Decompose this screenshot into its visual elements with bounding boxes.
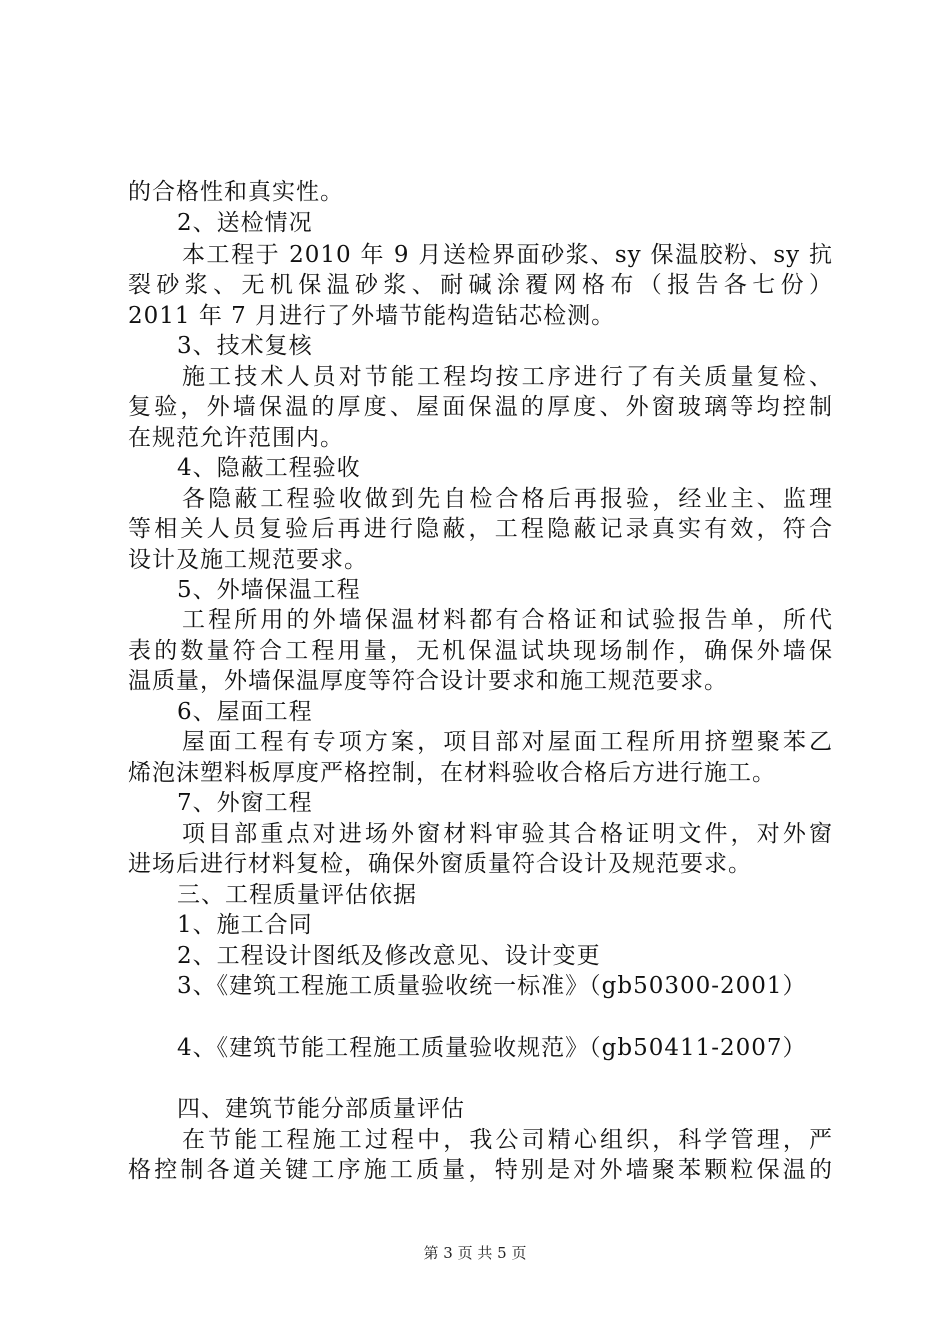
- body-line: 复验，外墙保温的厚度、屋面保温的厚度、外窗玻璃等均控制: [128, 394, 833, 420]
- chapter-heading: 三、工程质量评估依据: [177, 882, 417, 908]
- body-line: 各隐蔽工程验收做到先自检合格后再报验，经业主、监理: [182, 486, 833, 512]
- section-heading: 5、外墙保温工程: [177, 577, 361, 603]
- body-line: 进场后进行材料复检，确保外窗质量符合设计及规范要求。: [128, 851, 752, 877]
- list-item: 1、施工合同: [177, 912, 313, 938]
- body-line: 屋面工程有专项方案，项目部对屋面工程所用挤塑聚苯乙: [182, 729, 833, 755]
- body-line: 在规范允许范围内。: [128, 425, 344, 451]
- body-line: 设计及施工规范要求。: [128, 547, 368, 573]
- section-heading: 2、送检情况: [177, 210, 313, 236]
- list-item: 3、《建筑工程施工质量验收统一标准》（gb50300-2001）: [177, 973, 807, 999]
- section-heading: 7、外窗工程: [177, 790, 313, 816]
- list-item: 4、《建筑节能工程施工质量验收规范》（gb50411-2007）: [177, 1035, 807, 1061]
- list-item: 2、工程设计图纸及修改意见、设计变更: [177, 943, 601, 969]
- body-line: 烯泡沫塑料板厚度严格控制，在材料验收合格后方进行施工。: [128, 760, 776, 786]
- body-line: 表的数量符合工程用量，无机保温试块现场制作，确保外墙保: [128, 638, 833, 664]
- section-heading: 3、技术复核: [177, 333, 313, 359]
- body-line: 的合格性和真实性。: [128, 179, 344, 205]
- body-line: 工程所用的外墙保温材料都有合格证和试验报告单，所代: [182, 607, 833, 633]
- body-line: 施工技术人员对节能工程均按工序进行了有关质量复检、: [182, 364, 833, 390]
- body-line: 在节能工程施工过程中，我公司精心组织，科学管理，严: [182, 1127, 833, 1153]
- body-line: 项目部重点对进场外窗材料审验其合格证明文件，对外窗: [182, 821, 833, 847]
- body-line: 2011 年 7 月进行了外墙节能构造钻芯检测。: [128, 303, 616, 329]
- page-number: 第 3 页 共 5 页: [423, 1244, 527, 1262]
- body-line: 温质量，外墙保温厚度等符合设计要求和施工规范要求。: [128, 668, 728, 694]
- section-heading: 4、隐蔽工程验收: [177, 455, 361, 481]
- chapter-heading: 四、建筑节能分部质量评估: [177, 1096, 465, 1122]
- body-line: 格控制各道关键工序施工质量，特别是对外墙聚苯颗粒保温的: [128, 1157, 833, 1183]
- body-line: 等相关人员复验后再进行隐蔽，工程隐蔽记录真实有效，符合: [128, 516, 833, 542]
- body-line: 本工程于 2010 年 9 月送检界面砂浆、sy 保温胶粉、sy 抗: [182, 242, 833, 268]
- body-line: 裂砂浆、无机保温砂浆、耐碱涂覆网格布（报告各七份）: [128, 272, 833, 298]
- section-heading: 6、屋面工程: [177, 699, 313, 725]
